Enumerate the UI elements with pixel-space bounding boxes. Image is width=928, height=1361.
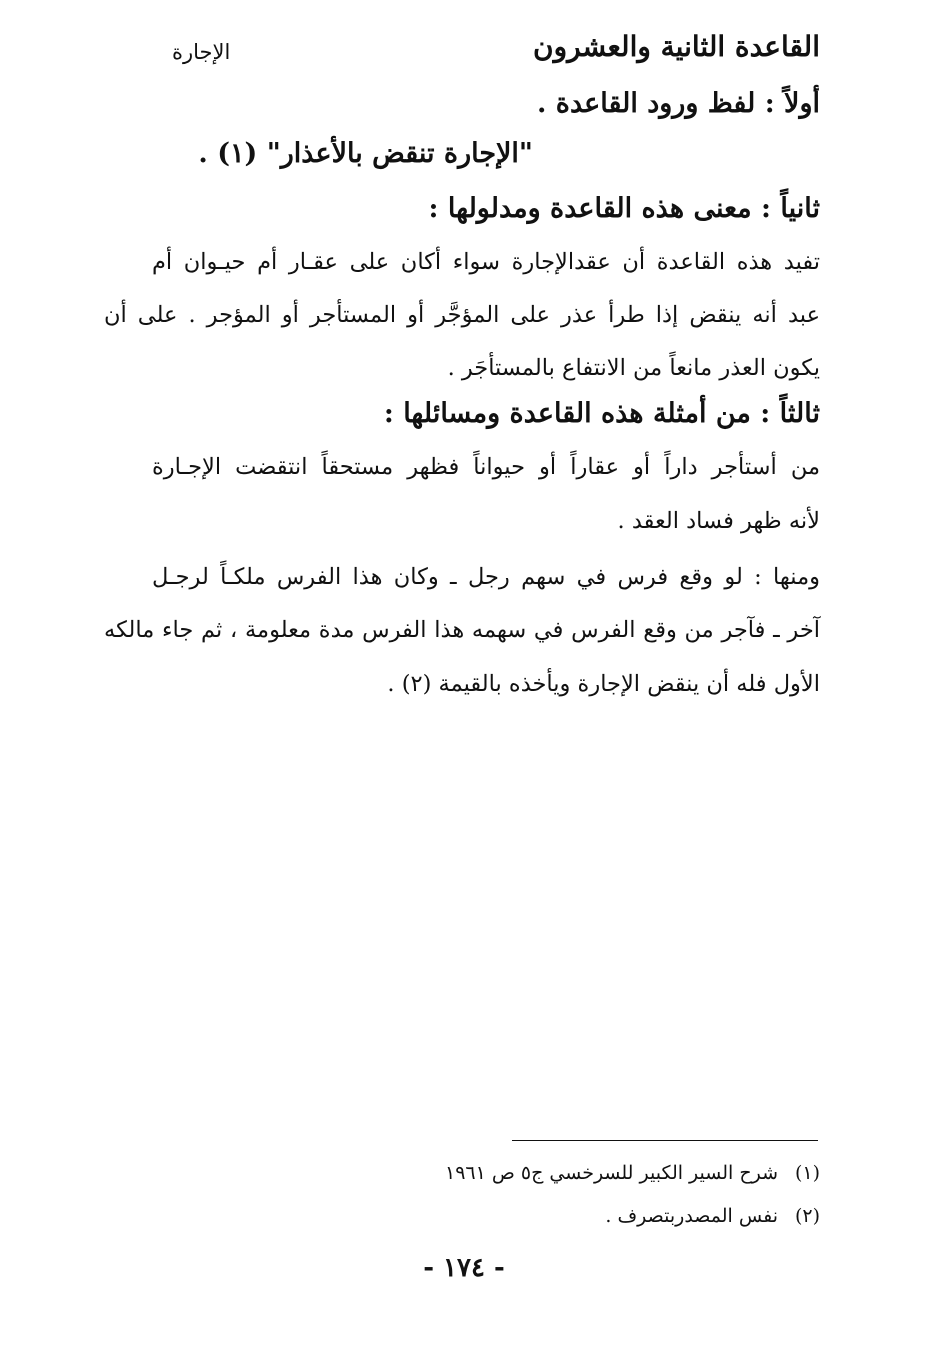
paragraph-line: يكون العذر مانعاً من الانتفاع بالمستأجَر . (447, 355, 820, 381)
footnote-divider (512, 1140, 818, 1141)
running-header-topic: الإجارة (172, 40, 231, 64)
footnote-marker: (١) (794, 1162, 820, 1184)
running-header-title: القاعدة الثانية والعشرون (533, 30, 820, 63)
footnote-marker: (٢) (794, 1205, 820, 1227)
page-number: - ١٧٤ - (423, 1253, 505, 1283)
footnote-text: نفس المصدربتصرف . (605, 1205, 778, 1227)
rule-statement: "الإجارة تنقض بالأعذار" (١) . (198, 138, 533, 169)
paragraph-line: الأول فله أن ينقض الإجارة ويأخذه بالقيمة (٢) . (387, 671, 820, 697)
paragraph-line: لأنه ظهر فساد العقد . (617, 508, 820, 534)
paragraph-line: عبد أنه ينقض إذا طرأ عذر على المؤجَّر أو المستأجر أو المؤجر . على أن (104, 302, 820, 328)
paragraph-line: من أستأجر داراً أو عقاراً أو حيواناً فظهر مستحقاً انتقضت الإجـارة (152, 454, 820, 480)
paragraph-line: تفيد هذه القاعدة أن عقدالإجارة سواء أكان على عقـار أم حيـوان أم (152, 249, 820, 275)
footnote-text: شرح السير الكبير للسرخسي ج٥ ص ١٩٦١ (445, 1162, 778, 1184)
paragraph-line: آخر ـ فآجر من وقع الفرس في سهمه هذا الفرس مدة معلومة ، ثم جاء مالكه (104, 617, 820, 643)
section-heading-2: ثانياً : معنى هذه القاعدة ومدلولها : (428, 193, 820, 224)
section-heading-3: ثالثاً : من أمثلة هذه القاعدة ومسائلها : (383, 398, 820, 429)
paragraph-line: ومنها : لو وقع فرس في سهم رجل ـ وكان هذا الفرس ملكـاً لرجـل (152, 564, 820, 590)
section-heading-1: أولاً : لفظ ورود القاعدة . (537, 88, 820, 119)
